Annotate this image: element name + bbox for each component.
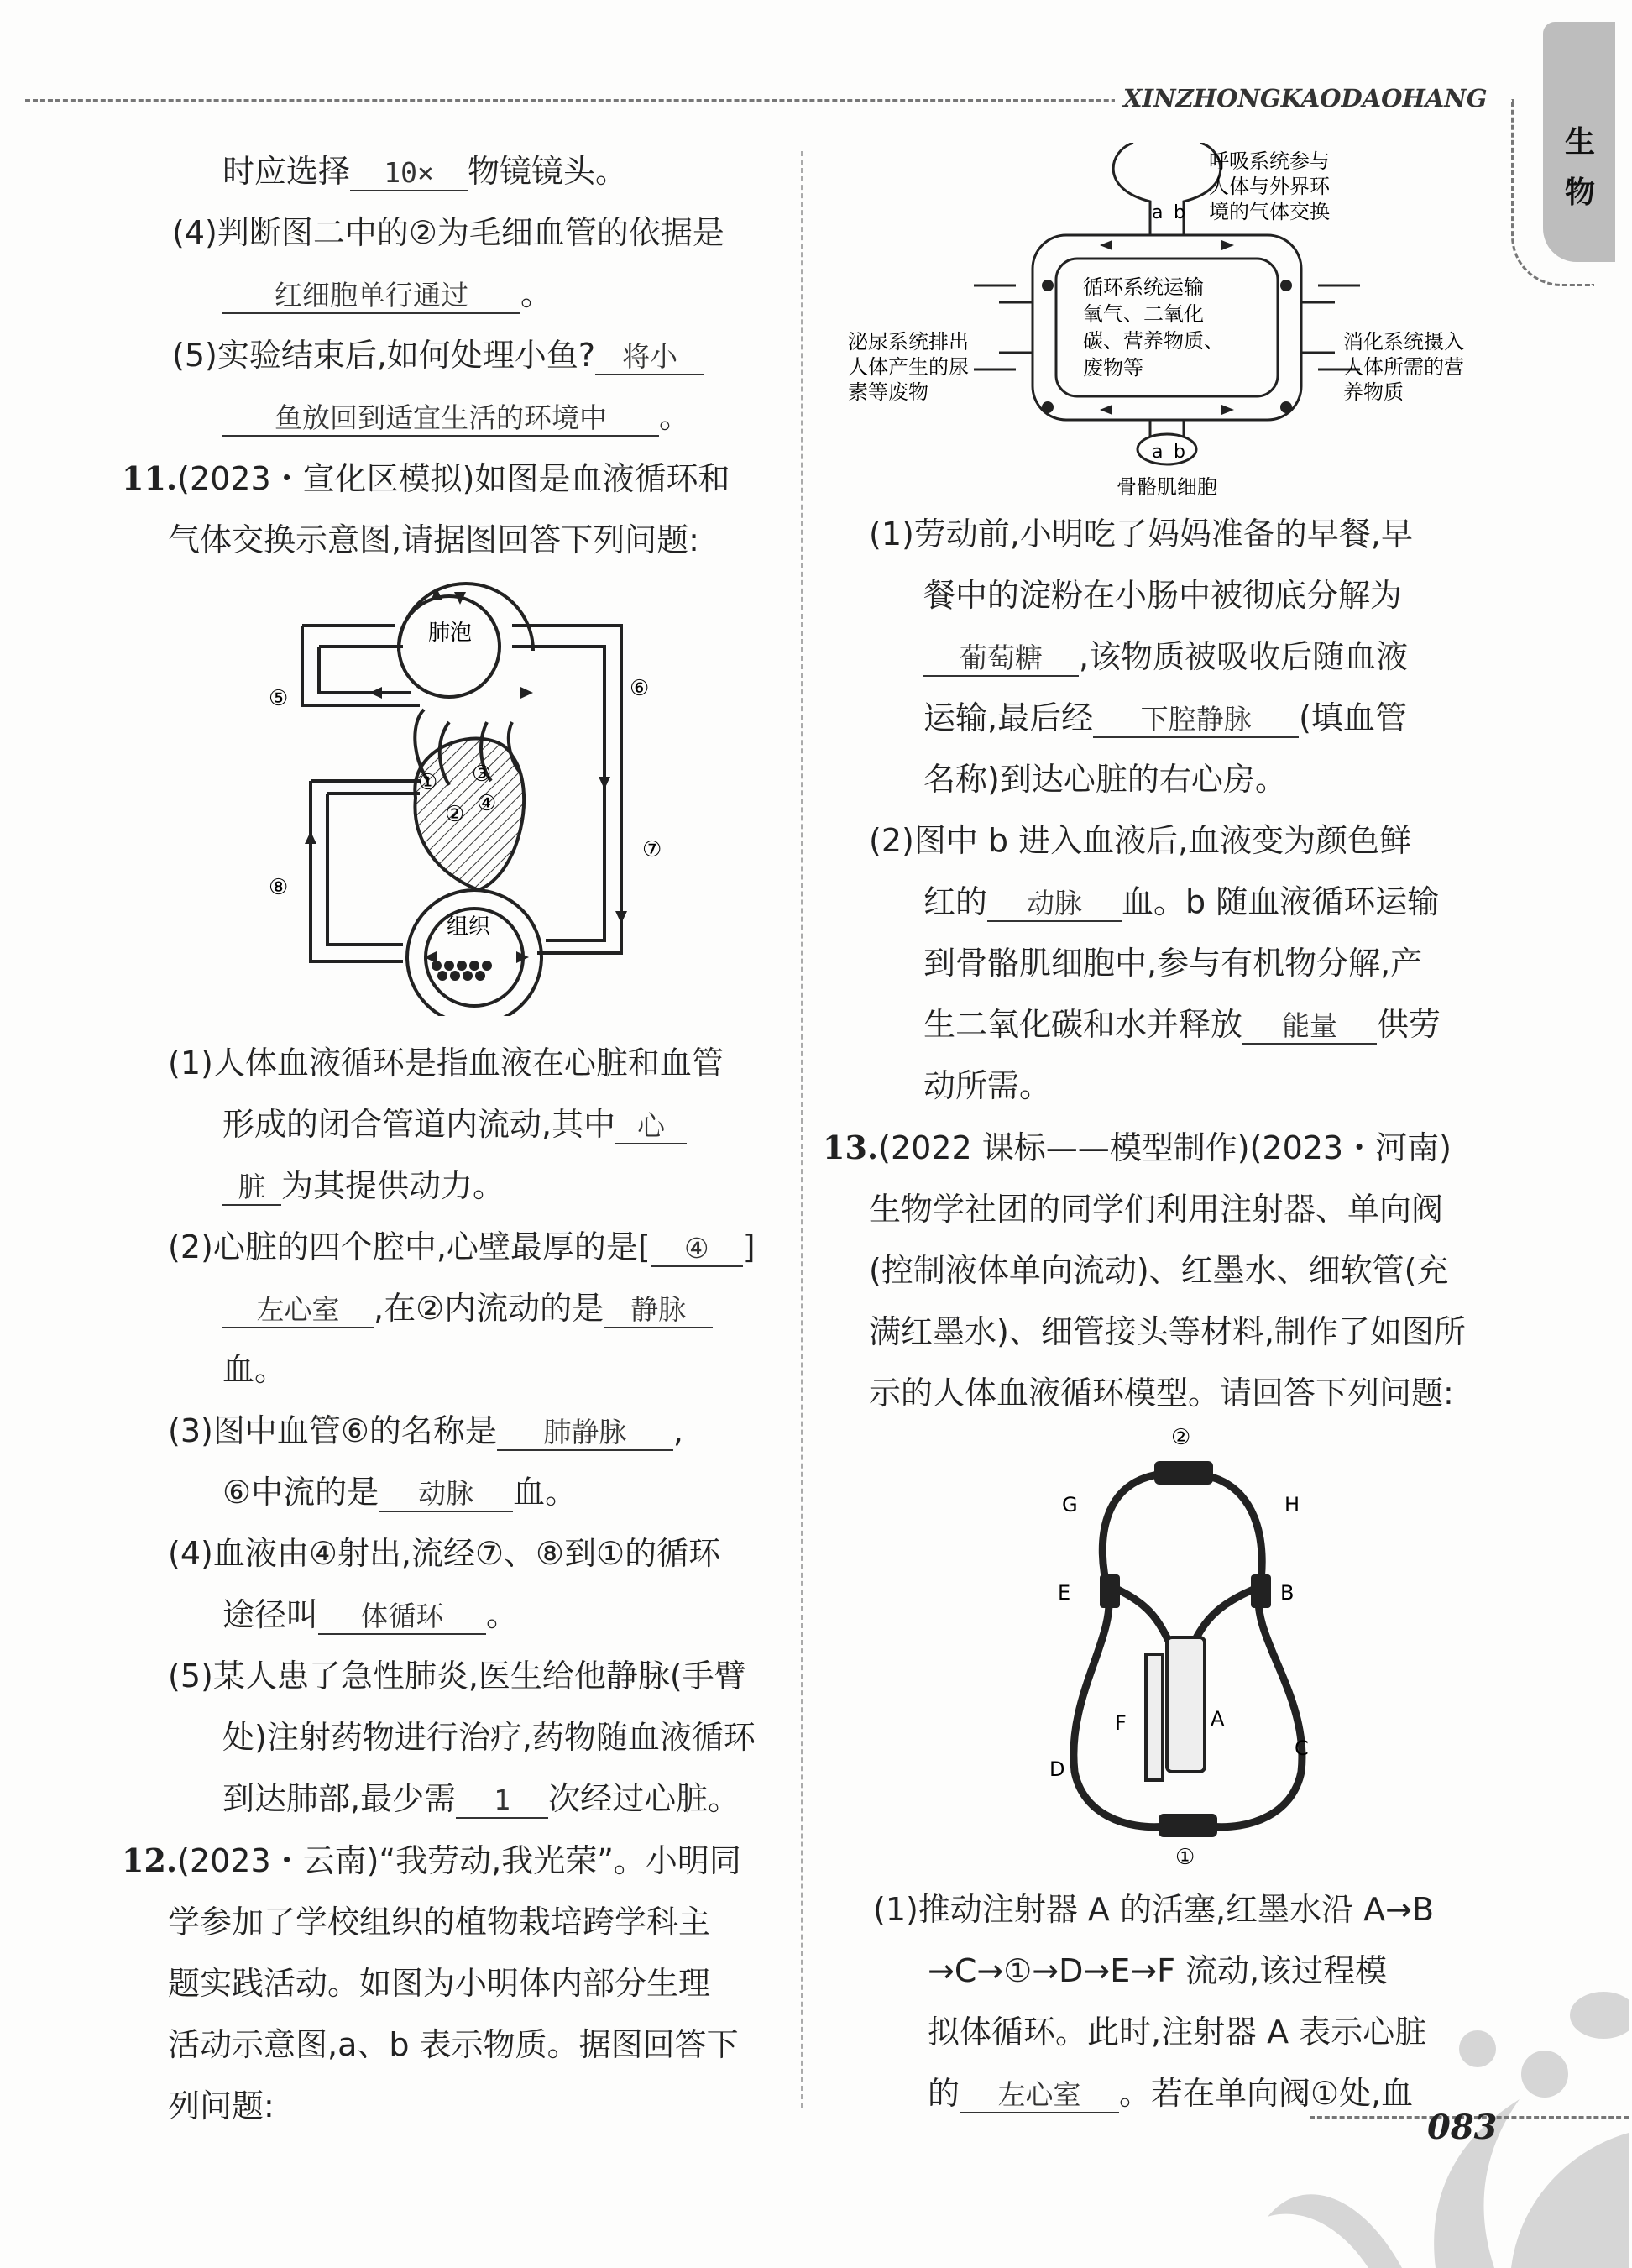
tab-char-2: 物: [1564, 175, 1595, 210]
right-column: (1)劳动前,小明吃了妈妈准备的早餐,早 餐中的淀粉在小肠中被彻底分解为 葡萄糖 ,该物质被吸收后随血液 运输,最后经 下腔静脉 (填血管 名称)到达心脏的右心房。 (2)图中 b 进入血液后,血液变为颜色鲜 红的 动脉 血。b 随血液循环运输 到骨骼肌细胞中,参与有机物分解,产 生二氧化碳和水并释放 能量 供劳 动所需。 13.(2022 课标——模型制作)(2023・河南) 生物学社团的同学们利用注射器、单向阀 (控制液体单向流动)、红墨水、细软管(充 满红墨水)、细管接头等材料,制作了如图所 示的人体血液循环模型。请回答下列问题:: [869, 504, 1490, 1424]
letter-b-top: b: [1174, 202, 1185, 223]
label-7: ⑦: [642, 837, 662, 862]
letter-a-bottom: a: [1152, 442, 1164, 463]
vessel-8: [311, 781, 403, 961]
syringe-f: [1146, 1654, 1163, 1780]
joint-e: [1100, 1574, 1120, 1608]
label-5: ⑤: [269, 686, 289, 711]
circulation-diagram: [269, 571, 672, 1016]
alveolus: [399, 596, 500, 697]
syringe-model-photo: [1049, 1419, 1318, 1873]
model-label-g: G: [1062, 1493, 1078, 1516]
q10-line: 时应选择 10× 物镜镜头。: [222, 153, 628, 190]
urinary-note: 泌尿系统排出 人体产生的尿 素等废物: [848, 330, 969, 404]
answer-blank[interactable]: 将小: [595, 340, 704, 375]
label-4: ④: [477, 791, 497, 816]
model-label-d: D: [1049, 1757, 1065, 1781]
valve-2: [1154, 1461, 1213, 1485]
muscle-cell-label: 骨骼肌细胞: [1117, 475, 1217, 499]
model-label-2: ②: [1171, 1425, 1191, 1450]
letter-a-top: a: [1152, 202, 1164, 223]
valve-1: [1159, 1814, 1217, 1837]
subject-tab-label: [1563, 118, 1597, 218]
tissue-label: 组织: [447, 914, 491, 940]
alveolus-label: 肺泡: [428, 621, 473, 646]
model-label-c: C: [1295, 1736, 1309, 1760]
answer-blank[interactable]: ④: [651, 1232, 743, 1267]
answer-blank[interactable]: 鱼放回到适宜生活的环境中: [222, 401, 659, 437]
column-divider: [801, 151, 803, 2108]
answer-blank[interactable]: 10×: [350, 156, 468, 191]
lung-branch: [1113, 143, 1221, 235]
model-label-f: F: [1115, 1711, 1127, 1735]
physiology-diagram: [848, 143, 1503, 504]
syringe-a: [1167, 1637, 1205, 1772]
answer-blank[interactable]: 心: [615, 1109, 687, 1144]
label-2: ②: [445, 802, 465, 827]
respiratory-note: 呼吸系统参与 人体与外界环 境的气体交换: [1209, 149, 1330, 223]
answer-blank[interactable]: 脏: [222, 1171, 281, 1206]
page-number: 083: [1427, 2108, 1498, 2147]
running-title: XINZHONGKAODAOHANG: [1115, 84, 1501, 113]
left-column-lower: (1)人体血液循环是指血液在心脏和血管 形成的闭合管道内流动,其中 心 脏 为其提供动力。 (2)心脏的四个腔中,心壁最厚的是[ ④ ] 左心室 ,在②内流动的是 静脉 血。 (3)图中血管⑥的名称是 肺静脉 , ⑥中流的是 动脉 血。 (4)血液由④射出,流经⑦、⑧到①的循环 途径叫 体循环 。 (5)某人患了急性肺炎,医生给他静脉(手臂 处)注射药物进行治疗,药物随血液循环 到达肺部,最少需 1 次经过心脏。 12.(2023・云南)“我劳动,我光荣”。小明同 学参加了学校组织的植物栽培跨学科主 题实践活动。如图为小明体内部分生理 活动示意图,a、b 表示物质。据图回答下 列问题:: [168, 1033, 781, 2137]
model-label-a: A: [1211, 1707, 1225, 1731]
label-3: ③: [472, 762, 492, 787]
tube-right: [1192, 1474, 1302, 1827]
letter-b-bottom: b: [1174, 442, 1185, 463]
circulation-loop-outer: [1033, 235, 1301, 420]
q11-stem: 11.(2023・宣化区模拟)如图是血液循环和: [122, 459, 730, 497]
answer-blank[interactable]: 1: [456, 1783, 548, 1819]
joint-b: [1251, 1574, 1271, 1608]
left-column: 时应选择 10× 物镜镜头。 (4)判断图二中的②为毛细血管的依据是 红细胞单行通过 。 (5)实验结束后,如何处理小鱼? 将小 鱼放回到适宜生活的环境中 。 11.(2023・宣化区模拟)如图是血液循环和 气体交换示意图,请据图回答下列问题:: [168, 141, 781, 571]
answer-blank[interactable]: 静脉: [604, 1293, 713, 1328]
answer-blank[interactable]: 体循环: [318, 1600, 486, 1635]
answer-blank[interactable]: 能量: [1242, 1009, 1377, 1045]
label-8: ⑧: [269, 875, 289, 900]
answer-blank[interactable]: 红细胞单行通过: [222, 279, 520, 314]
q13-stem: 13.(2022 课标——模型制作)(2023・河南): [823, 1129, 1452, 1166]
circulation-note: 循环系统运输 氧气、二氧化 碳、营养物质、 废物等: [1083, 275, 1224, 380]
answer-blank[interactable]: 动脉: [379, 1477, 513, 1512]
model-label-b: B: [1280, 1581, 1295, 1605]
model-label-1: ①: [1175, 1845, 1195, 1870]
answer-blank[interactable]: 肺静脉: [497, 1416, 673, 1451]
model-label-e: E: [1058, 1581, 1071, 1605]
label-6: ⑥: [630, 676, 650, 701]
q10-p4: (4)判断图二中的②为毛细血管的依据是: [172, 214, 724, 251]
digestive-note: 消化系统摄入 人体所需的营 养物质: [1343, 330, 1464, 404]
muscle-cell-shape: [1138, 434, 1196, 464]
q12-stem: 12.(2023・云南)“我劳动,我光荣”。小明同: [122, 1841, 741, 1879]
answer-blank[interactable]: 下腔静脉: [1093, 703, 1299, 738]
right-column-lower: (1)推动注射器 A 的活塞,红墨水沿 A→B →C→①→D→E→F 流动,该过程模 拟体循环。此时,注射器 A 表示心脏 的 左心室 。若在单向阀①处,血: [873, 1891, 1435, 2112]
model-label-h: H: [1284, 1493, 1300, 1516]
q10-p5: (5)实验结束后,如何处理小鱼? 将小: [168, 325, 781, 386]
answer-blank[interactable]: 左心室: [222, 1293, 374, 1328]
heart: [415, 739, 524, 890]
answer-blank[interactable]: 葡萄糖: [923, 642, 1079, 677]
tab-char-1: 生: [1564, 125, 1595, 160]
answer-blank[interactable]: 左心室: [960, 2078, 1119, 2113]
answer-blank[interactable]: 动脉: [987, 887, 1122, 922]
label-1: ①: [418, 770, 438, 795]
